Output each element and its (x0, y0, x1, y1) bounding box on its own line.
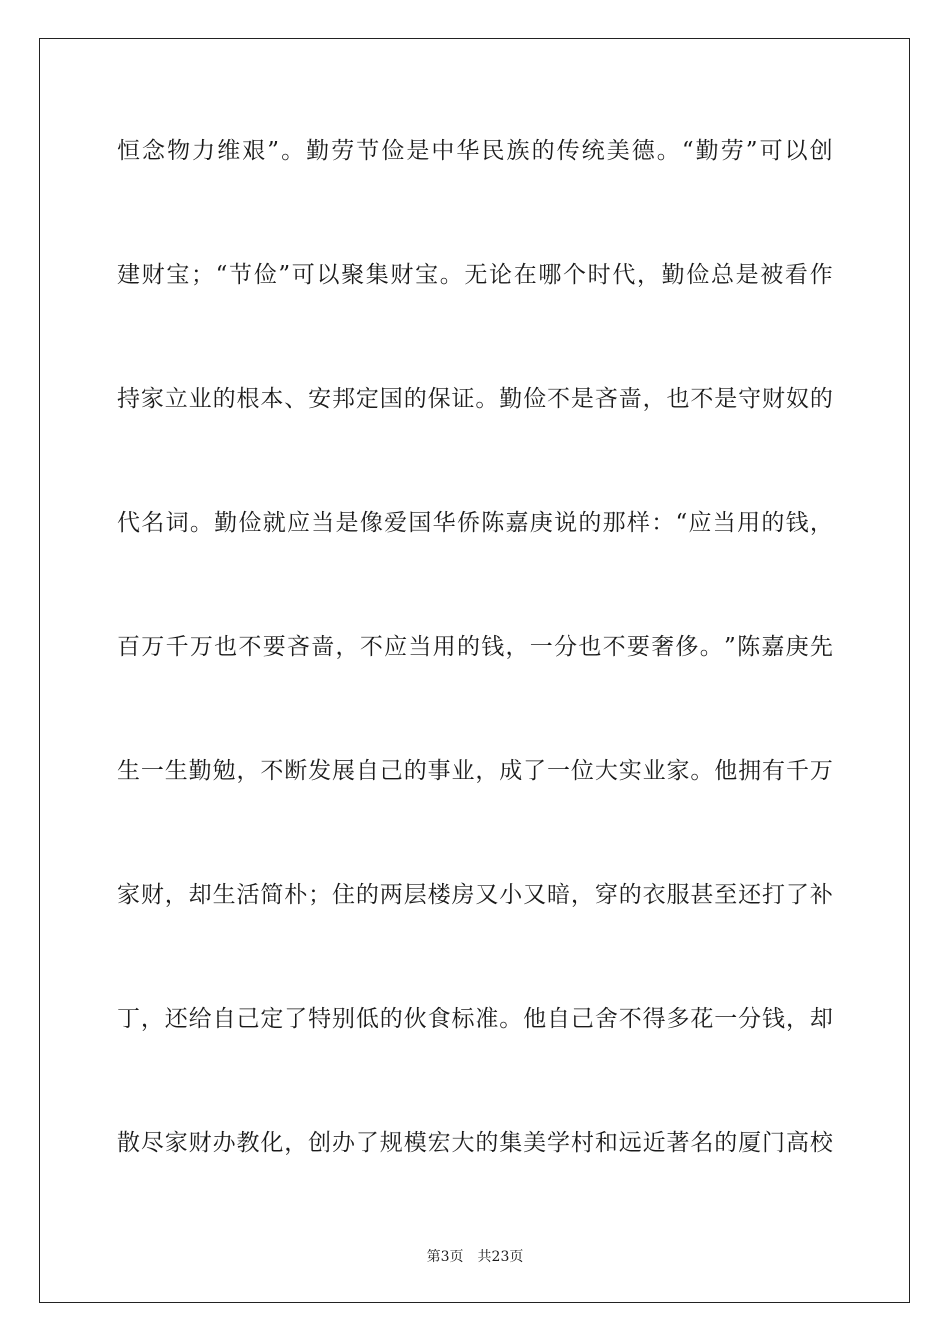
text-line-6: 生 一 生 勤 勉 ， 不 断 发 展 自 己 的 事 业 ， 成 了 一 位 大 实 业 家 。 他 拥 有 千 万 (117, 758, 833, 784)
page-total: 共23页 (477, 1249, 524, 1265)
page-number: 第3页 (426, 1249, 464, 1265)
page-footer (0, 1244, 950, 1270)
text-line-3: 持 家 立 业 的 根 本 、 安 邦 定 国 的 保 证 。 勤 俭 不 是 吝 啬 ， 也 不 是 守 财 奴 的 (117, 386, 833, 412)
text-line-7: 家 财 ， 却 生 活 简 朴 ； 住 的 两 层 楼 房 又 小 又 暗 ， 穿 的 衣 服 甚 至 还 打 了 补 (117, 882, 833, 908)
text-line-9: 散 尽 家 财 办 教 化 ， 创 办 了 规 模 宏 大 的 集 美 学 村 和 远 近 著 名 的 厦 门 高 校 (117, 1130, 833, 1156)
text-line-2: 建 财 宝 ； “ 节 俭 ” 可 以 聚 集 财 宝 。 无 论 在 哪 个 时 代 ， 勤 俭 总 是 被 看 作 (117, 262, 833, 288)
page-border (39, 38, 910, 1303)
text-line-1: 恒 念 物 力 维 艰 ” 。 勤 劳 节 俭 是 中 华 民 族 的 传 统 美 德 。 “ 勤 劳 ” 可 以 创 (117, 138, 833, 164)
text-line-4: 代 名 词 。 勤 俭 就 应 当 是 像 爱 国 华 侨 陈 嘉 庚 说 的 那 样 ： “ 应 当 用 的 钱 ， (117, 510, 833, 536)
text-line-5: 百 万 千 万 也 不 要 吝 啬 ， 不 应 当 用 的 钱 ， 一 分 也 不 要 奢 侈 。 ” 陈 嘉 庚 先 (117, 634, 833, 660)
text-line-8: 丁 ， 还 给 自 己 定 了 特 别 低 的 伙 食 标 准 。 他 自 己 舍 不 得 多 花 一 分 钱 ， 却 (117, 1006, 833, 1032)
